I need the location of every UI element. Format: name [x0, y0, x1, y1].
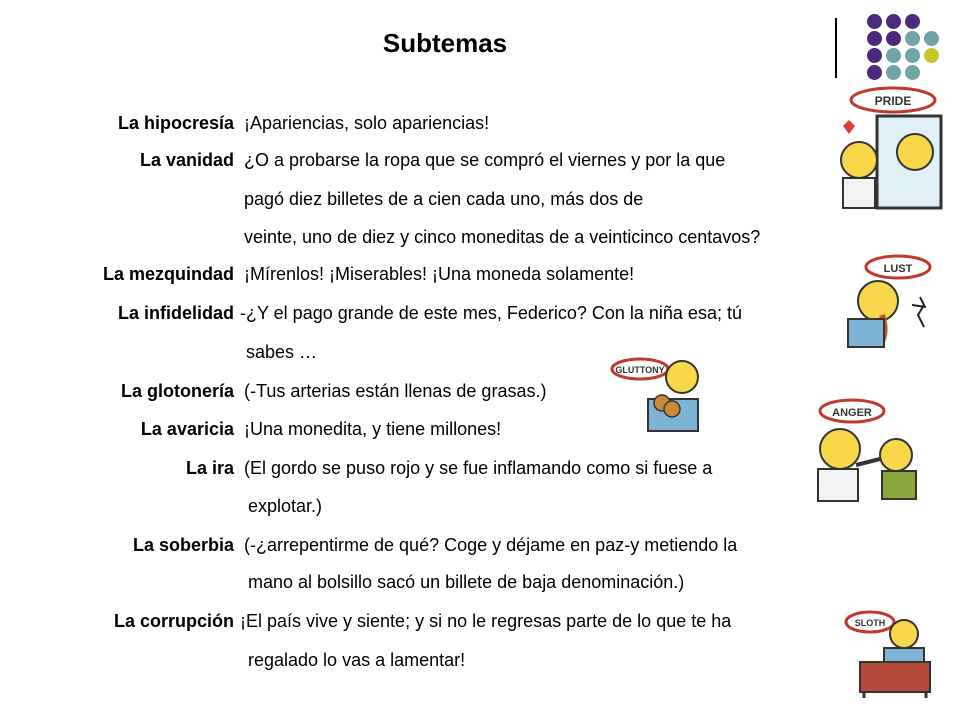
subtopic-text: regalado lo vas a lamentar!	[248, 650, 466, 670]
subtopic-text: ¡Mírenlos! ¡Miserables! ¡Una moneda solamente!	[244, 264, 635, 284]
decorative-dot	[905, 14, 920, 29]
subtopic-text: ¡Apariencias, solo apariencias!	[244, 113, 490, 133]
decorative-dot	[886, 48, 901, 63]
subtopic-label: La avaricia	[140, 419, 234, 439]
decorative-dot	[886, 14, 901, 29]
decorative-dot	[905, 31, 920, 46]
subtopic-text: (-¿arrepentirme de qué? Coge y déjame en paz-y metiendo la	[244, 535, 738, 555]
slide-title: Subtemas	[382, 28, 508, 58]
pride-caption: PRIDE	[874, 94, 912, 108]
decorative-dot	[924, 48, 939, 63]
subtopic-label: La corrupción	[113, 611, 234, 631]
anger-illustration	[800, 395, 940, 505]
gluttony-illustration	[610, 355, 715, 435]
subtopic-text: -¿Y el pago grande de este mes, Federico? Con la niña esa; tú	[240, 303, 742, 323]
lust-caption: LUST	[883, 263, 913, 275]
subtopic-text: (-Tus arterias están llenas de grasas.)	[244, 381, 547, 401]
pride-illustration	[835, 86, 947, 216]
decorative-dot	[867, 14, 882, 29]
subtopic-text: explotar.)	[248, 496, 323, 516]
decorative-dot	[905, 65, 920, 80]
subtopic-label: La soberbia	[132, 535, 234, 555]
armchair-icon	[860, 662, 930, 692]
anger-caption: ANGER	[832, 407, 872, 419]
gluttony-caption: GLUTTONY	[615, 365, 665, 375]
decorative-dot	[867, 65, 882, 80]
lust-illustration	[842, 253, 938, 349]
subtopic-text: mano al bolsillo sacó un billete de baja denominación.)	[248, 572, 685, 592]
subtopic-text: pagó diez billetes de a cien cada uno, más dos de	[244, 189, 644, 209]
dot-grid-decoration	[852, 14, 952, 84]
decorative-dot	[905, 48, 920, 63]
subtopic-text: veinte, uno de diez y cinco moneditas de a veinticinco centavos?	[244, 227, 761, 247]
subtopic-label: La ira	[185, 458, 234, 478]
sloth-illustration	[840, 608, 940, 700]
subtopic-label: La hipocresía	[117, 113, 234, 133]
subtopic-text: (El gordo se puso rojo y se fue inflamando como si fuese a	[244, 458, 713, 478]
subtopic-text: ¡Una monedita, y tiene millones!	[244, 419, 502, 439]
subtopic-label: La vanidad	[139, 150, 234, 170]
decorative-dot	[867, 48, 882, 63]
heart-icon	[843, 120, 855, 134]
decorative-dot	[886, 31, 901, 46]
decorative-dot	[867, 31, 882, 46]
subtopic-text: sabes …	[246, 342, 318, 362]
decorative-dot	[924, 31, 939, 46]
subtopic-label: La infidelidad	[117, 303, 234, 323]
sloth-caption: SLOTH	[854, 618, 886, 628]
subtopic-text: ¡El país vive y siente; y si no le regresas parte de lo que te ha	[240, 611, 732, 631]
subtopic-text: ¿O a probarse la ropa que se compró el viernes y por la que	[244, 150, 726, 170]
subtopic-label: La mezquindad	[102, 264, 234, 284]
subtopic-label: La glotonería	[120, 381, 234, 401]
title-divider	[835, 18, 837, 78]
decorative-dot	[886, 65, 901, 80]
